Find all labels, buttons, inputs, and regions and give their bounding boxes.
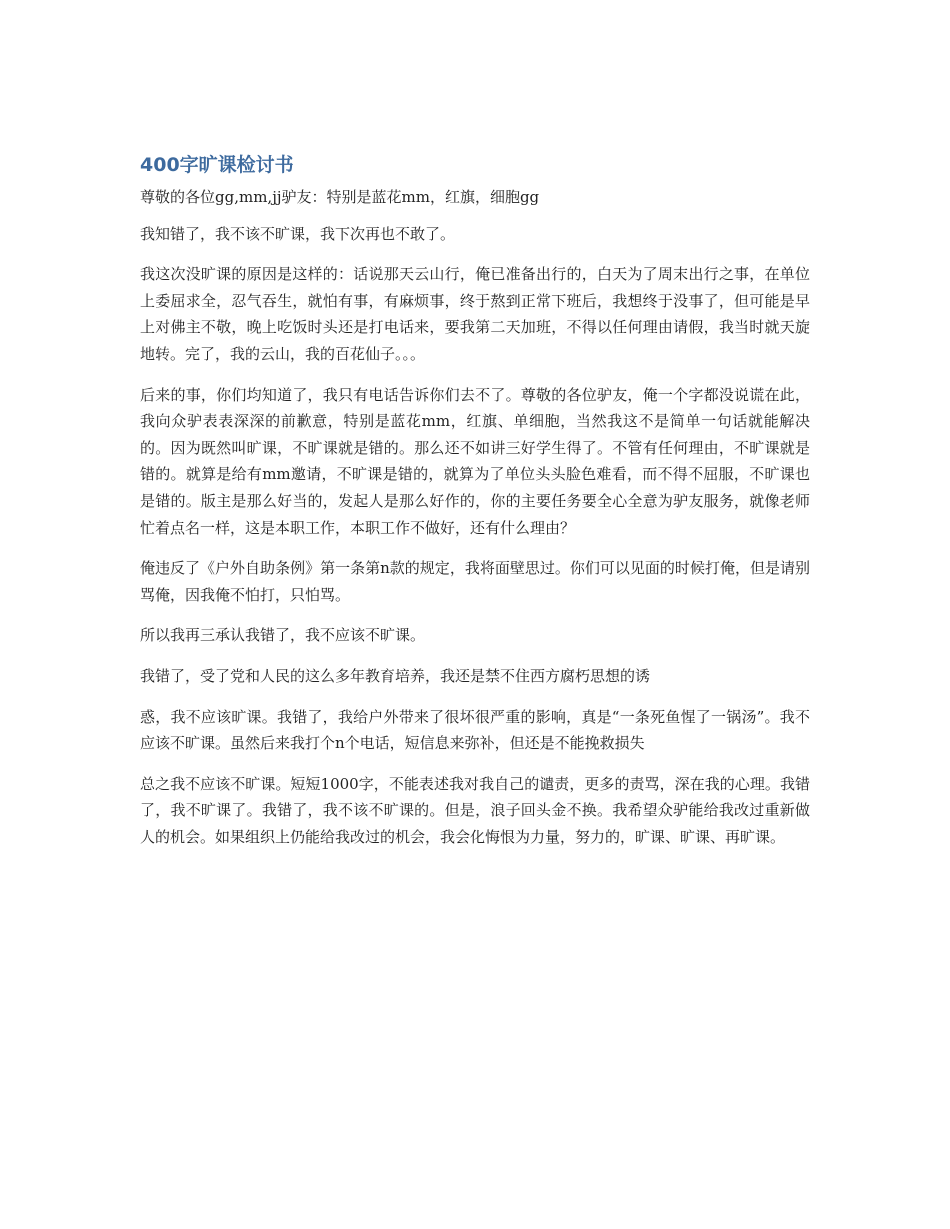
paragraph-temptation: 我错了，受了党和人民的这么多年教育培养，我还是禁不住西方腐朽思想的诱	[140, 666, 651, 685]
paragraph-salutation: 尊敬的各位gg,mm,jj驴友：特别是蓝花mm，红旗，细胞gg	[140, 188, 540, 206]
paragraph-conclusion: 总之我不应该不旷课。短短1000字，不能表述我对我自己的谴责，更多的责骂，深在我的心理。我错了，我不旷课了。我错了，我不该不旷课的。但是，浪子回头金不换。我希望众驴能给我改过重新做人的机会。如果组织上仍能给我改过的机会，我会化悔恨为力量，努力的，旷课、旷课、再旷课。	[140, 774, 810, 846]
paragraph-influence: 惑，我不应该旷课。我错了，我给户外带来了很坏很严重的影响，真是“一条死鱼惺了一锅汤”。我不应该不旷课。虽然后来我打个n个电话，短信息来弥补，但还是不能挽救损失	[140, 707, 810, 753]
paragraph-violation: 俺违反了《户外自助条例》第一条第n款的规定，我将面壁思过。你们可以见面的时候打俺，但是请别骂俺，因我俺不怕打，只怕骂。	[140, 559, 810, 604]
document-page	[140, 150, 810, 864]
paragraph-admission: 所以我再三承认我错了，我不应该不旷课。	[140, 626, 426, 645]
paragraph-aftermath: 后来的事，你们均知道了，我只有电话告诉你们去不了。尊敬的各位驴友，俺一个字都没说谎在此，我向众驴表表深深的前歉意，特别是蓝花mm，红旗、单细胞，当然我这不是简单一句话就能解决的。因为既然叫旷课，不旷课就是错的。那么还不如讲三好学生得了。不管有任何理由，不旷课就是错的。就算是给有mm邀请，不旷课是错的，就算为了单位头头脸色难看，而不得不屈服，不旷课也是错的。版主是那么好当的，发起人是那么好作的，你的主要任务要全心全意为驴友服务，就像老师忙着点名一样，这是本职工作，本职工作不做好，还有什么理由？	[140, 385, 810, 537]
document-title: 400字旷课检讨书	[140, 154, 294, 176]
paragraph-apology: 我知错了，我不该不旷课，我下次再也不敢了。	[140, 224, 456, 243]
paragraph-reason: 我这次没旷课的原因是这样的：话说那天云山行，俺已准备出行的，白天为了周末出行之事，在单位上委屈求全，忍气吞生，就怕有事，有麻烦事，终于熬到正常下班后，我想终于没事了，但可能是早上对佛主不敬，晚上吃饭时头还是打电话来，要我第二天加班，不得以任何理由请假，我当时就天旋地转。完了，我的云山，我的百花仙子。。。	[140, 265, 810, 363]
